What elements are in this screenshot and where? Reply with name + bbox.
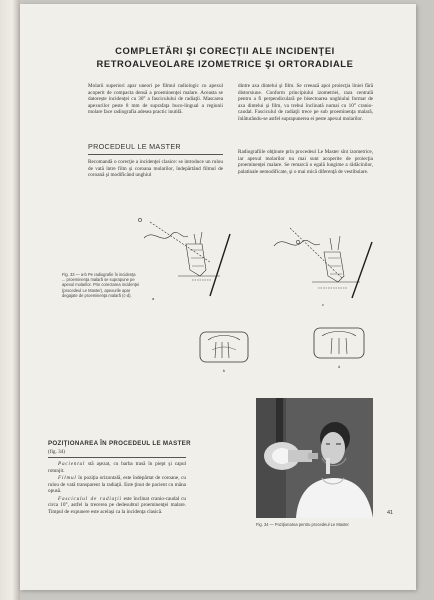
figure-33b-radiograph-sketch [198, 328, 250, 374]
positioning-film-text: în poziţia orizontală, este îndepărtat de coroane, cu rulou de vată transparent la radiaţii. Este ţinut de pacient cu mâna opusă. [48, 475, 186, 494]
section1-right-column: Radiografiile obţinute prin procedeul Le Master sînt izometrice, iar apexul molarilor nu mai sunt acoperite de proiecţia proeminenţei malare. Se remarcă o egală lungime a rădăcinilor, palatinale nemodificate, şi o mai mică diferenţă de vestibulare. [238, 149, 373, 175]
intro-left-column: Molarii superiori apar uneori pe filmul radiologic cu apexul acoperit de compacta densă a proeminenţei malare. Aceasta se datorește incidenţei cu 30° a fasciculului de radiaţii. Mascarea apexurilor peste 8 mm de suprafaţa buco-lingual a regiunii molare face radiografia adesea practic inutilă. [88, 83, 223, 115]
section-heading-le-master: PROCEDEUL LE MASTER [88, 142, 181, 151]
positioning-patient-lead: Pacientul [58, 461, 86, 467]
book-spine-edge [0, 0, 20, 600]
positioning-film-paragraph [48, 475, 186, 495]
page-number: 41 [387, 510, 394, 516]
figure-34-photo-drawing [256, 398, 373, 518]
section1-left-column: Recomandă o corecţie a incidenţei clasice: se introduce un rulou de vată între film şi coroana molarilor, îndepărtând filmul de coroană şi modificând unghiul [88, 159, 223, 178]
figure-33d-label: d [337, 364, 341, 369]
positioning-patient-text: stă aşezat, cu barba trasă în piept şi capul rotunjit. [48, 461, 186, 474]
section-positioning-figure-ref: (fig. 34) [48, 449, 65, 455]
figure-33c-label: c [322, 302, 324, 307]
positioning-patient-paragraph [48, 461, 186, 474]
section-heading-positioning: POZIŢIONAREA ÎN PROCEDEUL LE MASTER [48, 440, 191, 447]
figure-33b-label: b [222, 368, 226, 373]
page-title-line-2: RETROALVEOLARE IZOMETRICE ŞI ORTORADIALE [96, 58, 354, 69]
positioning-beam-paragraph [48, 496, 186, 516]
figure-33a-label: a [152, 296, 155, 301]
section-heading-rule [88, 154, 223, 155]
positioning-beam-lead: Fasciculul de radiaţii [58, 495, 122, 502]
figure-34-photo [256, 398, 373, 518]
figure-33d-radiograph-sketch [312, 322, 368, 370]
page-title-line-1: COMPLETĂRI ŞI CORECŢII ALE INCIDENŢEI [115, 45, 335, 56]
section-positioning-rule [48, 457, 186, 458]
positioning-text [48, 461, 186, 515]
figure-33a-diagram [130, 210, 250, 304]
figure-33c-diagram [268, 224, 383, 308]
positioning-beam-text: este înclinat cranio-caudal cu circa 10°, astfel la trecerea pe dedesubtul proeminenţei malare. Timpul de expunere este acelaşi ca la incidenţa clasică. [48, 495, 186, 515]
figure-33-caption: Fig. 33 — a-b Pe radiografie în incidenţa ... proeminenţa malară se suprapune pe apexul molarilor. Prin corectarea incidenţei (procedeul Le Master), apexurile apar degajate de proeminenţa malară (c-d). [62, 272, 140, 298]
book-page [20, 4, 416, 590]
intro-right-column: dintre axa dintelui şi film. Se creează apoi proiecţia liniei fără distorsiune. Conform principiului izometriei, raza centrală pentru a fi perpendiculară pe bisectoarea unghiului format de axa dintelui şi film, va trebui înclinată numai cu 10° cranio-caudal. Fasciculul de radiaţii trece pe sub proeminenţa malară, înlăturându-se astfel suprapunerea ei peste apexul molarilor. [238, 83, 373, 122]
positioning-film-lead: Filmul [58, 475, 77, 481]
figure-34-caption: Fig. 34 — Poziţionarea pentru procedeul Le Master [256, 522, 349, 527]
